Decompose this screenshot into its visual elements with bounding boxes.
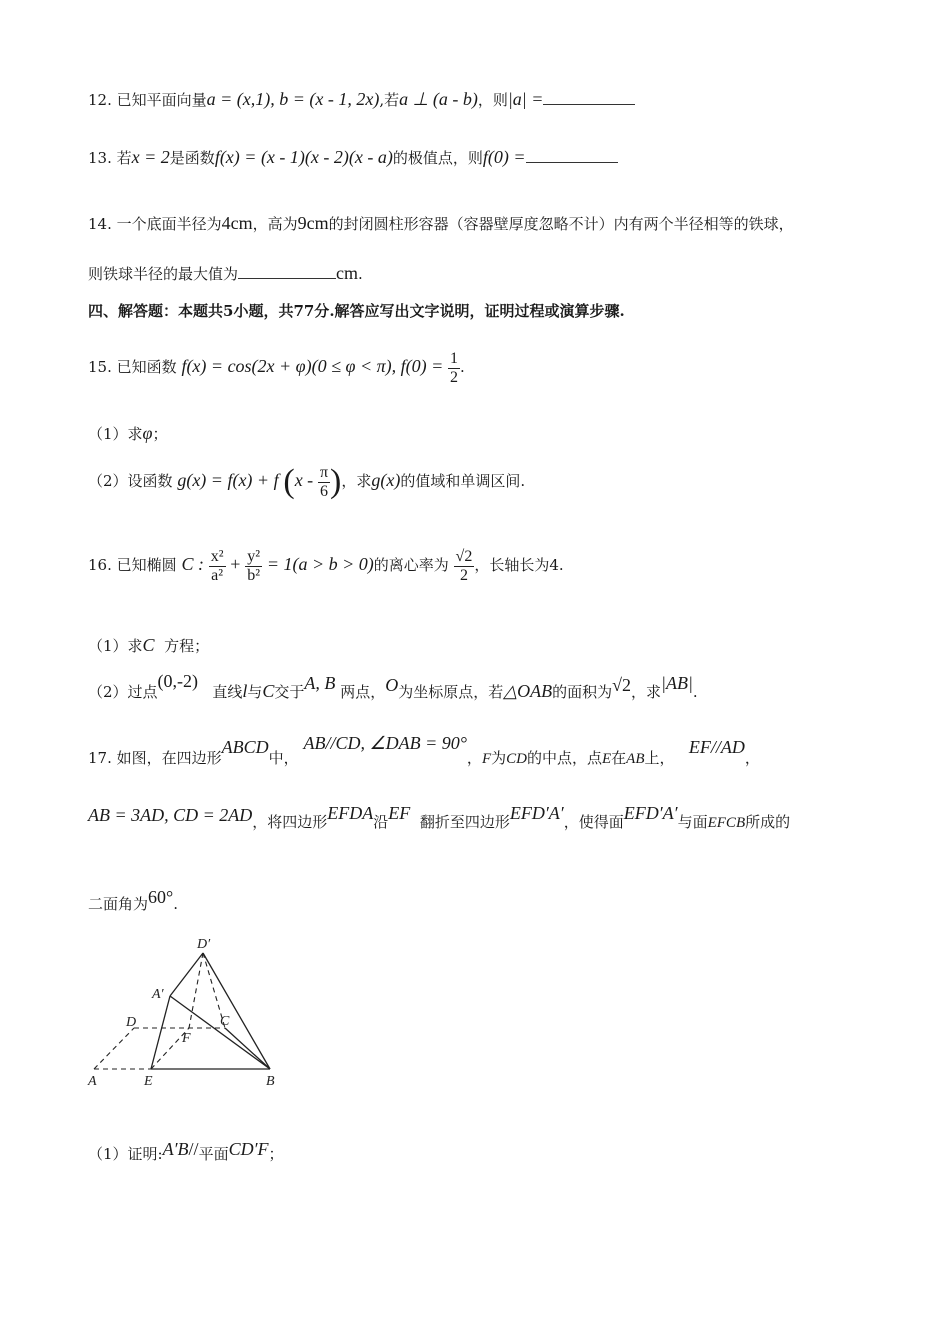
question-text: 方程； <box>164 637 210 655</box>
question-text: 的值域和单调区间. <box>400 472 526 491</box>
math-expression: l <box>242 681 248 701</box>
label-ap: A′ <box>152 987 164 1002</box>
question-text: 的封闭圆柱形容器（容器壁厚度忽略不计）内有两个半径相等的铁球， <box>328 215 794 233</box>
math-expression: AB <box>626 751 645 767</box>
fraction <box>318 464 330 500</box>
math-expression: EF <box>388 803 411 823</box>
question-text: 中， <box>268 749 299 767</box>
folded-quadrilateral-figure <box>80 928 300 1092</box>
math-expression: A, B <box>304 673 336 693</box>
question-text: 为 <box>491 749 507 767</box>
fraction-denominator: a² <box>211 566 224 584</box>
math-expression: x - <box>294 470 314 491</box>
question-13 <box>88 148 618 166</box>
question-17-line-3 <box>88 887 178 913</box>
math-expression: 60° <box>148 887 174 907</box>
question-text: 的极值点，则 <box>392 149 483 167</box>
math-expression: EFDA <box>327 803 374 823</box>
label-c: C <box>220 1014 230 1029</box>
math-expression: CD <box>506 751 527 767</box>
question-text: 与 <box>247 683 263 701</box>
punctuation: . <box>173 895 178 913</box>
math-expression: g(x) <box>371 470 401 491</box>
question-12 <box>88 90 635 108</box>
math-expression: x = 2 <box>131 147 170 167</box>
math-expression: O <box>385 675 399 695</box>
math-expression: F <box>481 751 492 767</box>
math-expression: △OAB <box>503 681 553 701</box>
math-expression: |AB| <box>661 673 693 693</box>
math-expression: f(x) = (x - 1)(x - 2)(x - a) <box>214 147 393 167</box>
fraction-denominator: b² <box>247 566 261 584</box>
math-expression: f(x) = cos(2x + φ)(0 ≤ φ < π), f(0) = <box>181 356 444 377</box>
question-text: 的离心率为 <box>373 556 449 575</box>
question-17-part-1 <box>88 1139 284 1163</box>
fraction-numerator: x² <box>210 548 224 565</box>
question-14-line-2 <box>88 264 363 282</box>
fraction-numerator: π <box>319 464 329 481</box>
math-expression: g(x) = f(x) + f <box>177 470 279 491</box>
question-text: 两点， <box>340 683 386 701</box>
question-number: 13. <box>88 149 112 167</box>
fraction-numerator: 1 <box>450 350 459 367</box>
label-b: B <box>266 1074 275 1089</box>
math-expression: // <box>188 1139 199 1159</box>
edge-dp-b <box>203 953 270 1069</box>
unit: cm <box>336 263 359 283</box>
question-text: ， <box>466 749 482 767</box>
answer-blank <box>238 264 336 279</box>
question-text: ， <box>744 749 760 767</box>
math-expression: C <box>262 681 275 701</box>
question-text: 上， <box>644 749 675 767</box>
math-value: 9cm <box>297 213 329 233</box>
math-expression: √2 <box>612 675 631 695</box>
question-text: 如图，在四边形 <box>116 749 222 767</box>
fraction <box>209 548 226 584</box>
math-expression: E <box>601 751 612 767</box>
fraction-denominator: 2 <box>459 566 468 584</box>
part-label: （2）过点 <box>88 683 158 701</box>
math-expression: φ <box>142 423 153 443</box>
question-text: ,若 <box>379 91 400 109</box>
math-expression: (0,-2) <box>157 671 199 691</box>
question-text: 翻折至四边形 <box>419 813 510 831</box>
math-expression: = 1(a > b > 0) <box>266 554 374 575</box>
operator: + <box>230 554 241 575</box>
edge-a-d <box>94 1028 134 1069</box>
fraction-denominator: 6 <box>319 482 328 500</box>
question-text: 的中点，点 <box>526 749 602 767</box>
section-heading: 四、解答题：本题共5小题，共77分.解答应写出文字说明，证明过程或演算步骤. <box>88 302 625 320</box>
answer-blank <box>543 90 635 105</box>
math-expression: C : <box>181 554 204 575</box>
question-17 <box>88 733 760 767</box>
label-e: E <box>144 1074 153 1089</box>
fraction-denominator: 2 <box>450 368 459 386</box>
question-16-part-1 <box>88 636 209 654</box>
punctuation: . <box>358 265 363 283</box>
math-expression: AB//CD, ∠DAB = 90° <box>303 733 467 753</box>
question-text: ，将四边形 <box>252 813 328 831</box>
punctuation: ； <box>268 1145 284 1163</box>
edge-ap-e <box>151 996 170 1069</box>
math-expression: EFD′A′ <box>623 803 678 823</box>
question-text: ，则 <box>477 91 508 109</box>
punctuation: ； <box>152 425 168 443</box>
question-text: 为坐标原点，若 <box>398 683 504 701</box>
right-paren: ) <box>330 463 342 501</box>
label-f: F <box>182 1031 191 1046</box>
math-expression: C <box>142 635 155 655</box>
label-d: D <box>126 1015 137 1030</box>
math-value: 4cm <box>221 213 253 233</box>
question-text: 已知平面向量 <box>116 91 207 109</box>
fraction <box>245 548 262 584</box>
math-expression: CD′F <box>228 1139 269 1159</box>
edge-ap-dp <box>170 953 203 996</box>
part-label: （1）证明: <box>88 1145 163 1163</box>
math-expression: EFD′A′ <box>509 803 564 823</box>
edge-dp-f <box>189 953 203 1028</box>
question-number: 16. <box>88 556 112 575</box>
question-text: ，使得面 <box>563 813 624 831</box>
math-expression: a ⊥ (a - b) <box>399 89 478 109</box>
question-text: 在 <box>611 749 627 767</box>
question-text: ，长轴长为4. <box>474 556 564 575</box>
question-14 <box>88 214 794 232</box>
left-paren: ( <box>283 463 295 501</box>
question-text: 与面 <box>677 813 708 831</box>
question-text: 沿 <box>373 813 389 831</box>
part-label: （1）求 <box>88 637 143 655</box>
label-a: A <box>88 1074 97 1089</box>
question-text: 是函数 <box>169 149 215 167</box>
question-text: 直线 <box>212 683 243 701</box>
answer-blank <box>526 148 618 163</box>
math-expression: |a| = <box>507 89 544 109</box>
math-expression: f(0) = <box>482 147 526 167</box>
question-number: 14. <box>88 215 112 233</box>
question-text: 则铁球半径的最大值为 <box>88 265 239 283</box>
question-text: 已知函数 <box>116 358 177 377</box>
math-expression: AB = 3AD, CD = 2AD <box>88 805 253 825</box>
question-text: 平面 <box>198 1145 229 1163</box>
question-text: 所成的 <box>745 813 791 831</box>
math-expression: EFCB <box>707 815 746 831</box>
part-label: （2）设函数 <box>88 472 173 491</box>
question-number: 15. <box>88 358 112 377</box>
fraction-numerator: y² <box>247 548 261 565</box>
math-expression: EF//AD <box>688 737 745 757</box>
question-15-part-1 <box>88 424 168 442</box>
question-number: 12. <box>88 91 112 109</box>
question-text: ，求 <box>341 472 372 491</box>
fraction <box>448 350 460 386</box>
part-label: （1）求 <box>88 425 143 443</box>
edge-c-b <box>225 1028 270 1069</box>
question-17-line-2 <box>88 803 791 831</box>
label-dp: D′ <box>197 937 211 952</box>
question-15 <box>88 350 465 386</box>
question-text: ，高为 <box>252 215 298 233</box>
fraction <box>454 548 475 584</box>
question-text: ，求 <box>630 683 661 701</box>
question-16 <box>88 548 564 584</box>
question-text: 交于 <box>274 683 305 701</box>
math-expression: A′B <box>162 1139 189 1159</box>
fraction-numerator: √2 <box>455 548 473 565</box>
math-expression: ABCD <box>221 737 269 757</box>
question-16-part-2 <box>88 671 698 701</box>
question-text: 若 <box>116 149 132 167</box>
question-text: 已知椭圆 <box>116 556 177 575</box>
question-text: 的面积为 <box>552 683 613 701</box>
question-text: 一个底面半径为 <box>116 215 222 233</box>
punctuation: . <box>692 683 698 701</box>
punctuation: . <box>460 358 465 377</box>
question-text: 二面角为 <box>88 895 149 913</box>
question-number: 17. <box>88 749 112 767</box>
question-15-part-2 <box>88 464 525 500</box>
math-expression: a = (x,1), b = (x - 1, 2x) <box>206 89 380 109</box>
